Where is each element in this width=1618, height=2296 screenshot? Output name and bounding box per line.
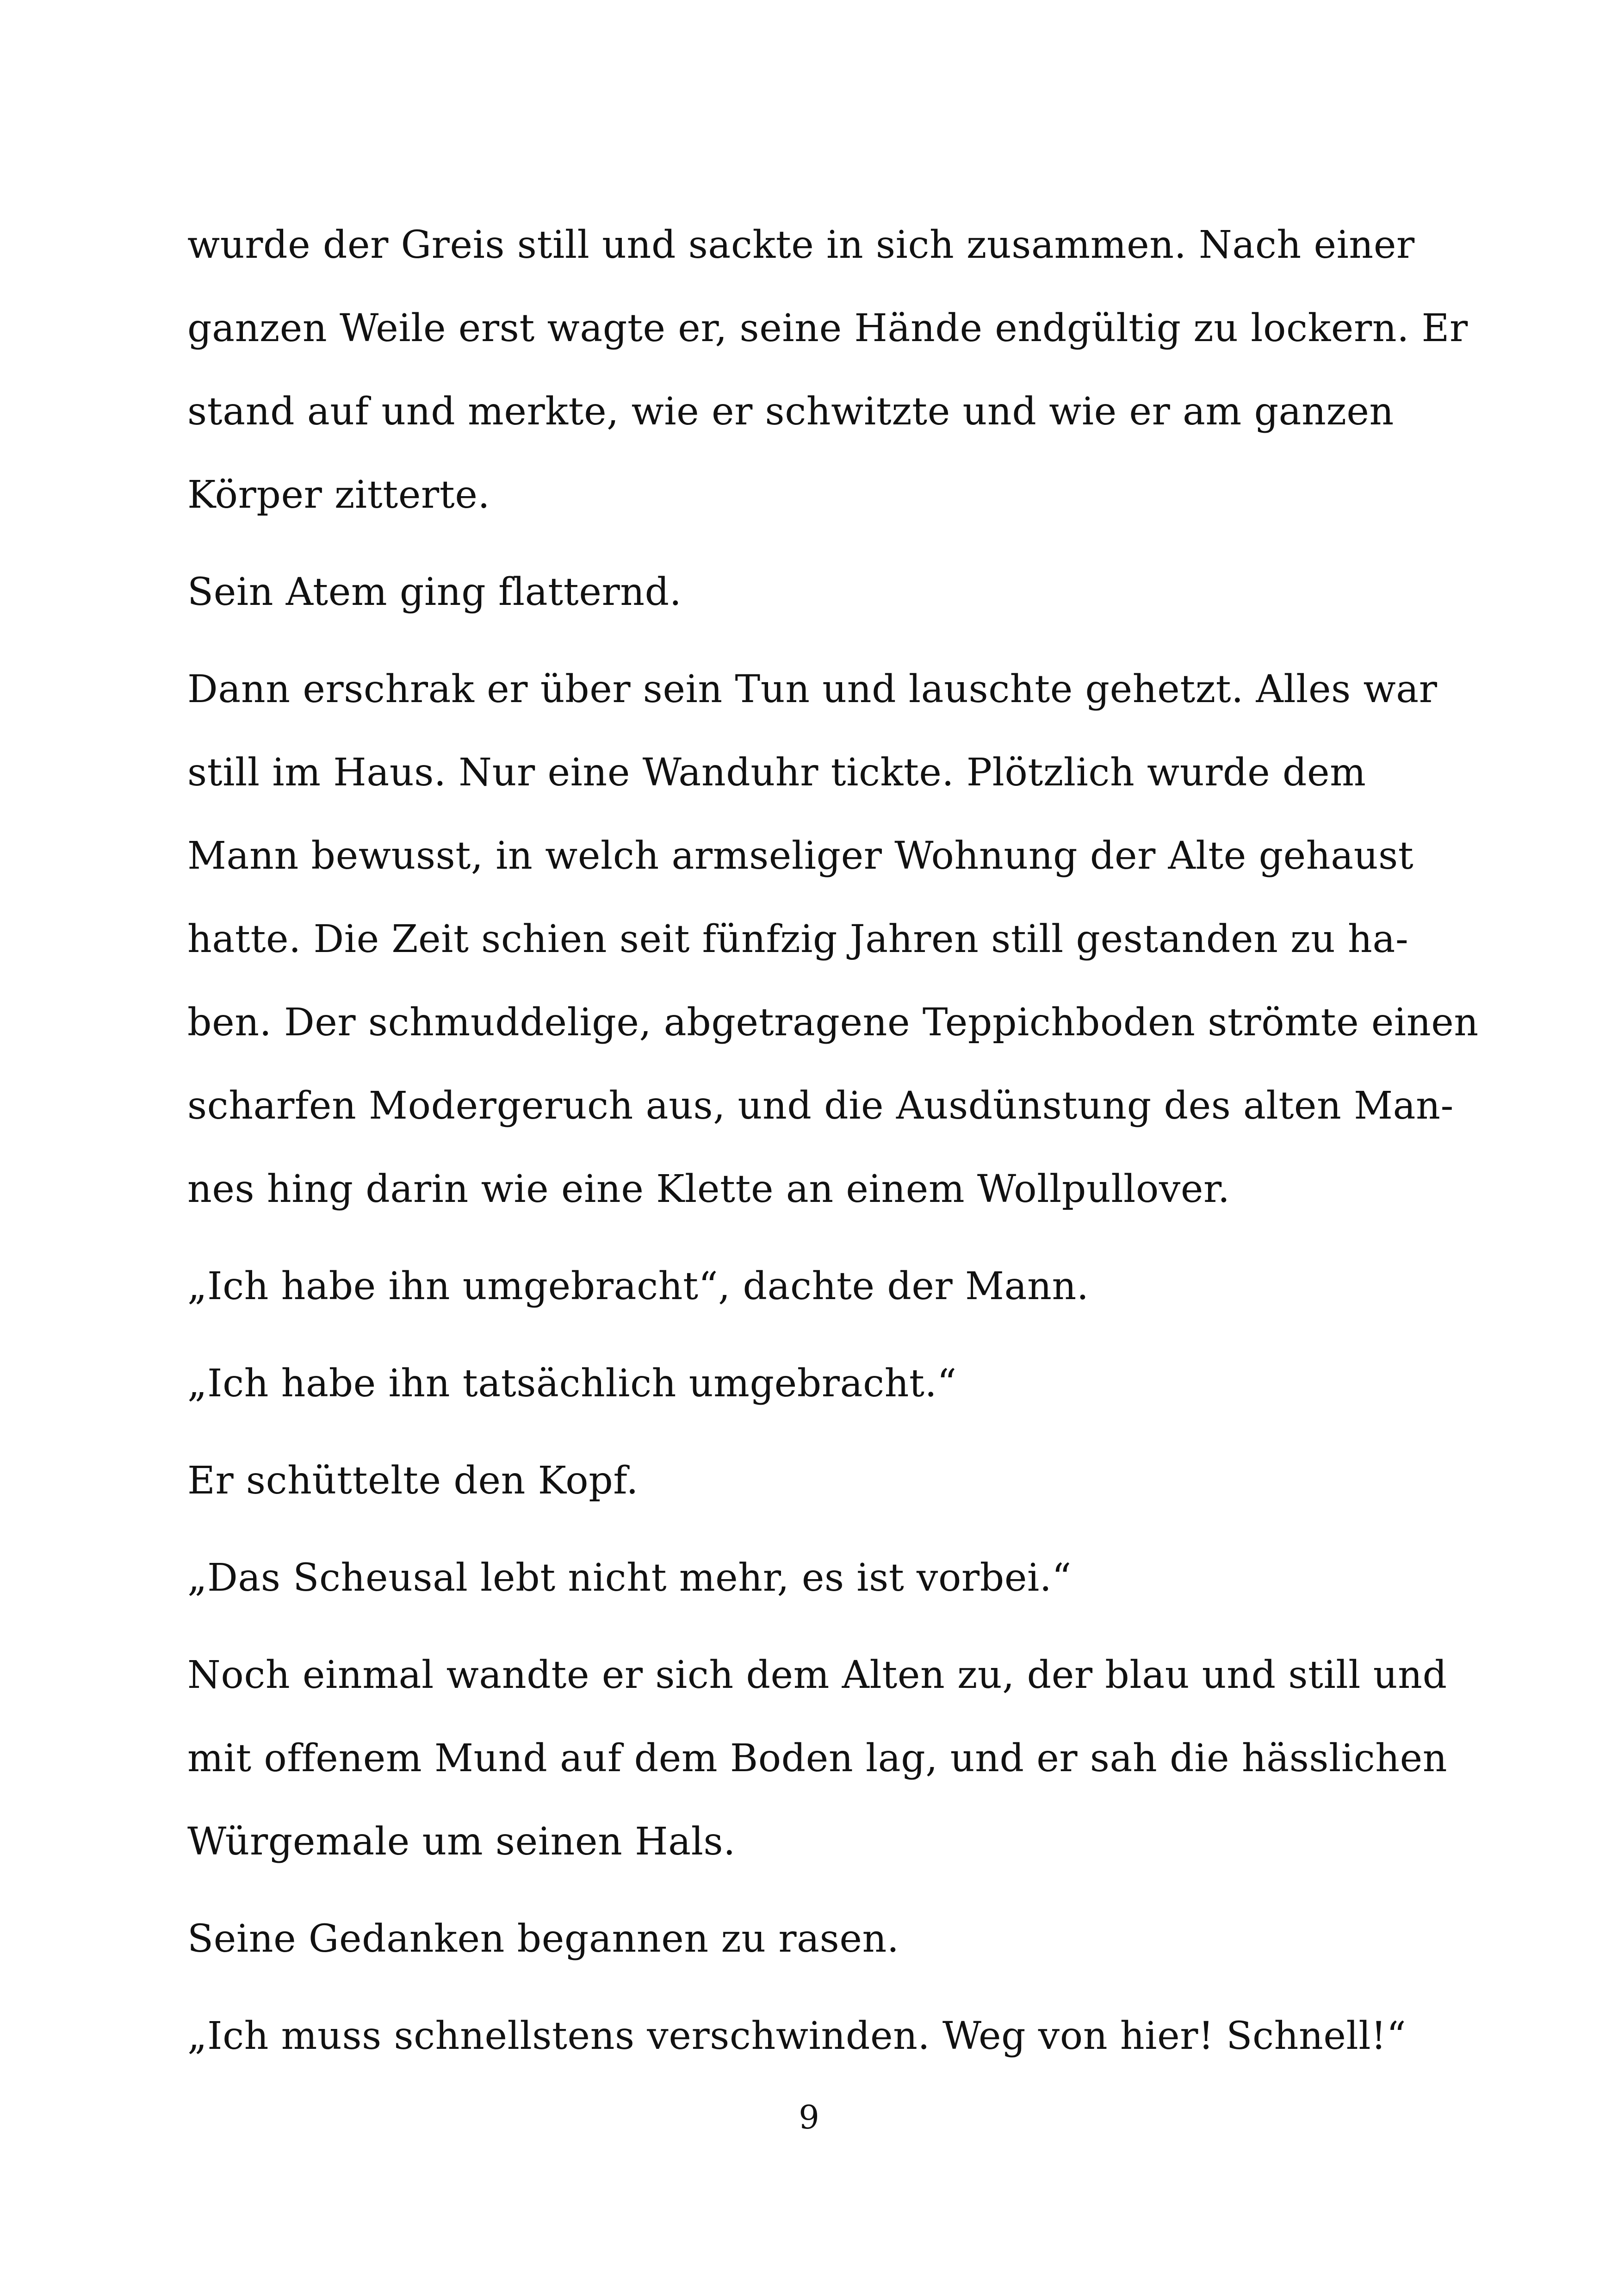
text-line: ganzen Weile erst wagte er, seine Hände endgültig zu lockern. Er [187,306,1468,350]
paragraph [187,1995,1446,2078]
text-line: Er schüttelte den Kopf. [187,1459,639,1503]
text-line: wurde der Greis still und sackte in sich zusammen. Nach einer [187,223,1415,267]
text-line: still im Haus. Nur eine Wanduhr tickte. Plötzlich wurde dem [187,751,1366,795]
paragraph [187,1537,1446,1620]
paragraph [187,1245,1446,1328]
text-line: stand auf und merkte, wie er schwitzte und wie er am ganzen [187,390,1394,434]
text-line: Mann bewusst, in welch armseliger Wohnung der Alte gehaust [187,834,1414,878]
text-line: scharfen Modergeruch aus, und die Ausdünstung des alten Man- [187,1084,1454,1128]
text-line: „Ich muss schnellstens verschwinden. Weg von hier! Schnell!“ [187,2014,1407,2058]
text-line: Seine Gedanken begannen zu rasen. [187,1917,899,1961]
body-text [187,204,1479,2092]
text-line: Körper zitterte. [187,473,490,517]
text-line: Noch einmal wandte er sich dem Alten zu, der blau und still und [187,1653,1447,1697]
text-line: mit offenem Mund auf dem Boden lag, und er sah die hässlichen [187,1736,1448,1780]
text-line: „Das Scheusal lebt nicht mehr, es ist vorbei.“ [187,1556,1072,1600]
text-line: Würgemale um seinen Hals. [187,1820,736,1864]
text-line: „Ich habe ihn tatsächlich umgebracht.“ [187,1362,957,1406]
text-line: hatte. Die Zeit schien seit fünfzig Jahren still gestanden zu ha- [187,917,1409,961]
paragraph [187,648,1479,1231]
paragraph [187,1634,1446,1884]
paragraph [187,204,1468,537]
page-number: 9 [799,2098,819,2136]
paragraph [187,1342,1446,1425]
text-line: Dann erschrak er über sein Tun und lauschte gehetzt. Alles war [187,667,1438,711]
text-line: ben. Der schmuddelige, abgetragene Teppichboden strömte einen [187,1001,1479,1045]
text-line: Sein Atem ging flatternd. [187,570,682,614]
paragraph [187,551,1446,634]
paragraph [187,1898,1446,1981]
text-line: „Ich habe ihn umgebracht“, dachte der Mann. [187,1264,1089,1308]
text-line: nes hing darin wie eine Klette an einem Wollpullover. [187,1167,1230,1211]
paragraph [187,1439,1446,1523]
